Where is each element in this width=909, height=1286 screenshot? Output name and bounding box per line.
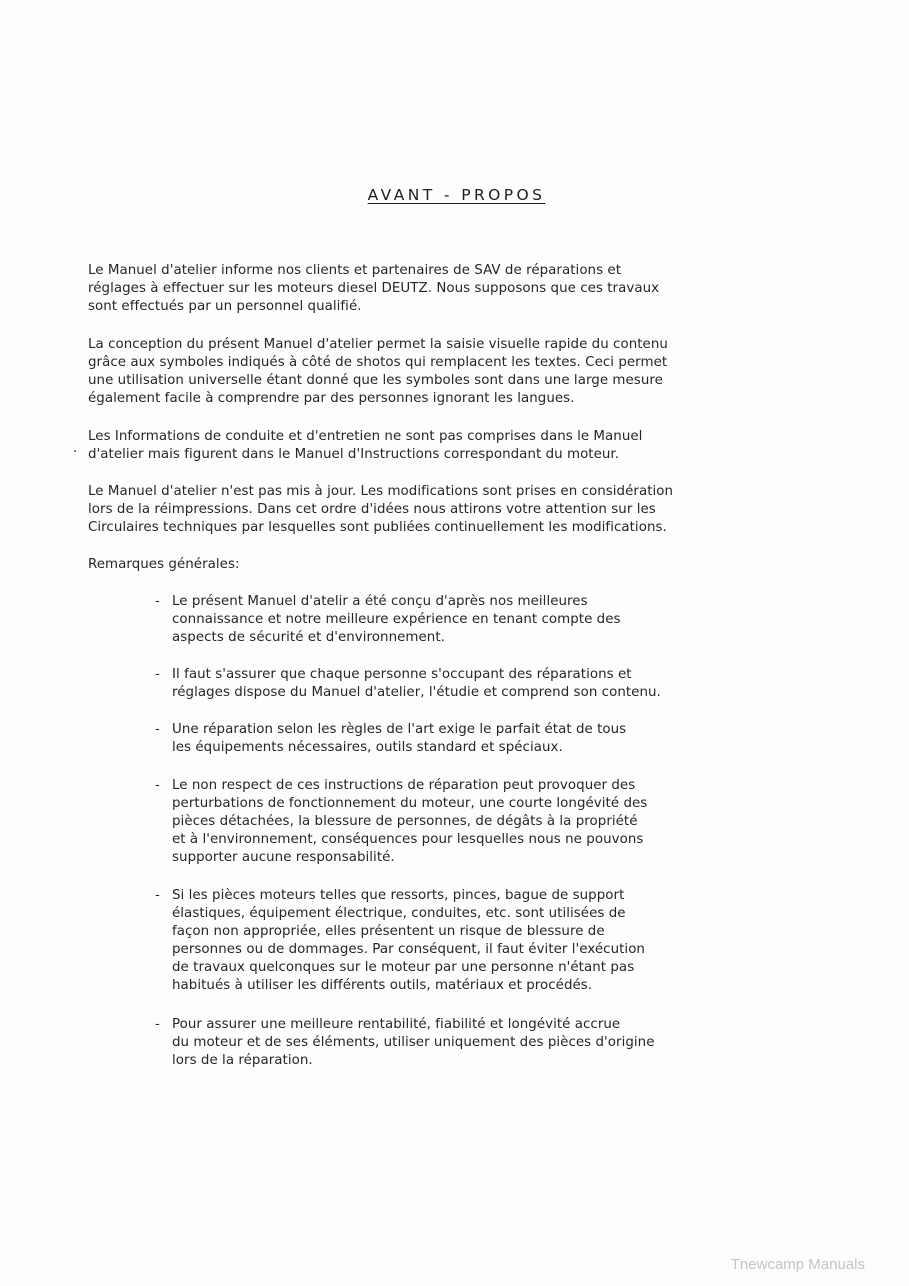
remarks-heading: Remarques générales: [88,557,240,572]
paragraph-updates: Le Manuel d'atelier n'est pas mis à jour. Les modifications sont prises en considération lors de la réimpressions. Dans cet ordre d'idées nous attirons votre attention sur les Circulaires techniques par lesquelles sont publiées continuellement les modifications. [88,484,674,535]
watermark: Tnewcamp Manuals [730,1256,865,1273]
scan-speck [74,450,76,452]
bullet-dash: - [155,778,160,793]
paragraph-information: Les Informations de conduite et d'entretien ne sont pas comprises dans le Manuel d'atelier mais figurent dans le Manuel d'Instructions correspondant du moteur. [88,429,643,462]
page-title [0,186,909,204]
bullet-dash: - [155,1017,160,1032]
bullet-text: Si les pièces moteurs telles que ressorts, pinces, bague de support élastiques, équipement électrique, conduites, etc. sont utilisées de façon non appropriée, elles présentent un risque de blessure de personnes ou de dommages. Par conséquent, il faut éviter l'exécution de travaux quelconques sur le moteur par une personne n'étant pas habitués à utiliser les différents outils, matériaux et procédés. [172,888,645,993]
bullet-text: Une réparation selon les règles de l'art exige le parfait état de tous les équipements nécessaires, outils standard et spéciaux. [172,722,627,755]
paragraph-conception: La conception du présent Manuel d'atelier permet la saisie visuelle rapide du contenu grâce aux symboles indiqués à côté de shotos qui remplacent les textes. Ceci permet une utilisation universelle étant donné que les symboles sont dans une large mesure également facile à comprendre par des personnes ignorant les langues. [88,337,668,406]
bullet-dash: - [155,722,160,737]
bullet-dash: - [155,594,160,609]
bullet-text: Pour assurer une meilleure rentabilité, fiabilité et longévité accrue du moteur et de ses éléments, utiliser uniquement des pièces d'origine lors de la réparation. [172,1017,655,1068]
bullet-dash: - [155,667,160,682]
bullet-text: Le non respect de ces instructions de réparation peut provoquer des perturbations de fonctionnement du moteur, une courte longévité des pièces détachées, la blessure de personnes, de dégâts à la propriété et à l'environnement, conséquences pour lesquelles nous ne pouvons supporter aucune responsabilité. [172,778,648,865]
bullet-text: Le présent Manuel d'atelir a été conçu d'après nos meilleures connaissance et notre meilleure expérience en tenant compte des aspects de sécurité et d'environnement. [172,594,621,645]
bullet-text: Il faut s'assurer que chaque personne s'occupant des réparations et réglages dispose du Manuel d'atelier, l'étudie et comprend son contenu. [172,667,661,700]
bullet-dash: - [155,888,160,903]
page-title-text: AVANT - PROPOS [367,186,546,204]
paragraph-intro: Le Manuel d'atelier informe nos clients et partenaires de SAV de réparations et réglages à effectuer sur les moteurs diesel DEUTZ. Nous supposons que ces travaux sont effectués par un personnel qualifié. [88,263,660,314]
